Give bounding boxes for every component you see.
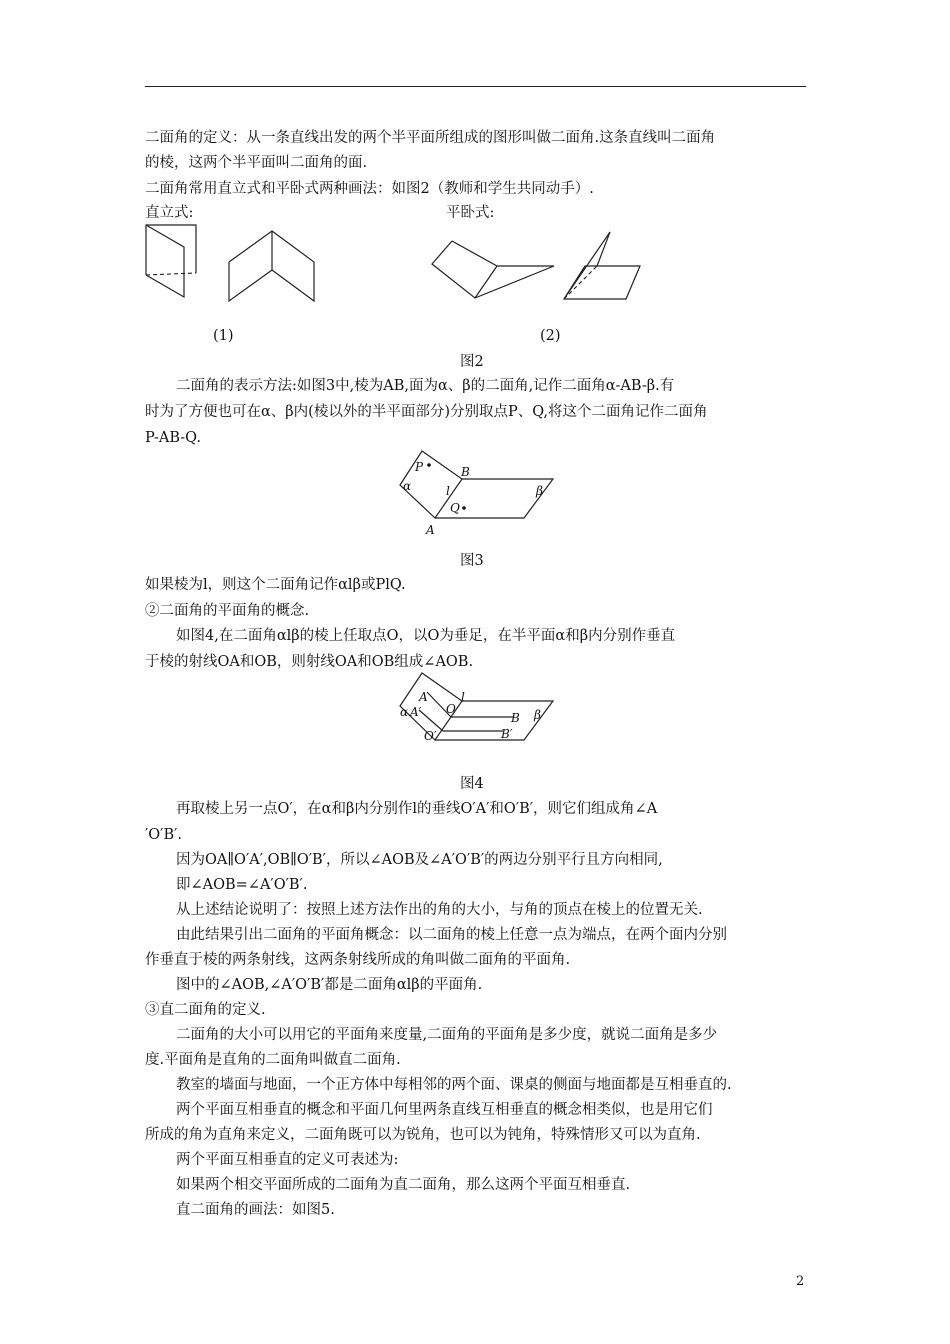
fig2-flat-a-edge	[452, 241, 497, 266]
figure-2-drawing	[130, 215, 570, 310]
fig2-sub1: (1)	[213, 328, 234, 344]
fig4-label-Bprime: B′	[501, 727, 513, 741]
fig4-label-alpha: α	[400, 705, 409, 719]
text-line: 二面角的大小可以用它的平面角来度量,二面角的平面角是多少度，就说二面角是多少	[176, 1027, 718, 1043]
header-rule	[145, 86, 806, 87]
fig3-label-Q: Q	[450, 501, 460, 515]
text-line: 二面角的表示方法:如图3中,棱为AB,面为α、β的二面角,记作二面角α-AB-β.有	[176, 378, 675, 394]
fig4-label-l: l	[461, 690, 465, 704]
fig2-caption: 图2	[460, 354, 484, 370]
figure-3-drawing	[395, 448, 555, 548]
fig2-flat-b	[564, 232, 640, 299]
fig4-label-Oprime: O′	[424, 729, 437, 743]
fig2-upright-front	[146, 225, 184, 297]
fig4-label-O: O	[446, 702, 456, 716]
fig4-caption: 图4	[460, 776, 484, 792]
fig2-label-upright: 直立式:	[145, 205, 194, 221]
page-number: 2	[796, 1274, 805, 1289]
text-line: ②二面角的平面角的概念.	[145, 603, 310, 619]
fig3-caption: 图3	[460, 553, 484, 569]
fig2-upright-back	[146, 225, 196, 275]
text-line: 于棱的射线OA和OB，则射线OA和OB组成∠AOB.	[145, 654, 474, 670]
fig3-point-P	[427, 463, 431, 467]
text-line: 直二面角的画法：如图5.	[176, 1202, 335, 1218]
text-line: 再取棱上另一点O′，在α和β内分别作l的垂线O′A′和O′B′，则它们组成角∠A	[176, 801, 658, 817]
text-line: 教室的墙面与地面，一个正方体中每相邻的两个面、课桌的侧面与地面都是互相垂直的.	[176, 1077, 732, 1093]
fig4-label-A: A	[419, 690, 428, 704]
text-line: 作垂直于棱的两条射线，这两条射线所成的角叫做二面角的平面角.	[145, 952, 571, 968]
fig3-label-P: P	[415, 460, 424, 474]
fig3-label-A: A	[426, 523, 435, 537]
text-line: 两个平面互相垂直的概念和平面几何里两条直线互相垂直的概念相类似，也是用它们	[176, 1102, 713, 1118]
text-line: 二面角的定义：从一条直线出发的两个半平面所组成的图形叫做二面角.这条直线叫二面角	[145, 130, 716, 146]
fig3-label-B: B	[461, 465, 470, 479]
text-line: 所成的角为直角来定义，二面角既可以为锐角，也可以为钝角，特殊情形又可以为直角.	[145, 1127, 701, 1143]
fig3-point-Q	[462, 506, 466, 510]
fig3-label-l: l	[446, 484, 450, 498]
text-line: 如果两个相交平面所成的二面角为直二面角，那么这两个平面互相垂直.	[176, 1177, 631, 1193]
text-line: ③直二面角的定义.	[145, 1002, 266, 1018]
text-line: 图中的∠AOB,∠A′O′B′都是二面角αlβ的平面角.	[176, 977, 483, 993]
text-line: P-AB-Q.	[145, 430, 201, 446]
text-line: 从上述结论说明了：按照上述方法作出的角的大小，与角的顶点在棱上的位置无关.	[176, 902, 703, 918]
text-line: 的棱，这两个半平面叫二面角的面.	[145, 155, 368, 171]
fig2-label-flat: 平卧式:	[446, 205, 495, 221]
text-line: 因为OA∥O′A′,OB∥O′B′，所以∠AOB及∠A′O′B′的两边分别平行且方向相同,	[176, 852, 663, 868]
text-line: 二面角常用直立式和平卧式两种画法：如图2（教师和学生共同动手）.	[145, 181, 594, 197]
fig2-flat-a	[432, 241, 554, 298]
text-line: 即∠AOB=∠A′O′B′.	[176, 877, 308, 893]
fig2-upright-hidden-edge	[146, 273, 196, 275]
fig3-label-beta: β	[536, 484, 543, 498]
text-line: ′O′B′.	[145, 827, 183, 843]
fig3-label-alpha: α	[403, 479, 412, 493]
text-line: 如图4,在二面角αlβ的棱上任取点O，以O为垂足，在半平面α和β内分别作垂直	[176, 628, 676, 644]
fig4-label-B: B	[511, 711, 520, 725]
text-line: 如果棱为l，则这个二面角记作αlβ或PlQ.	[145, 577, 406, 593]
fig4-label-beta: β	[534, 708, 541, 722]
figure-4-drawing	[395, 670, 555, 750]
fig4-label-Aprime: A′	[410, 705, 422, 719]
text-line: 时为了方便也可在α、β内(棱以外的半平面部分)分别取点P、Q,将这个二面角记作二面角	[145, 404, 708, 420]
text-line: 两个平面互相垂直的定义可表述为:	[176, 1152, 399, 1168]
text-line: 由此结果引出二面角的平面角概念：以二面角的棱上任意一点为端点，在两个面内分别	[176, 927, 727, 943]
fig2-sub2: (2)	[540, 328, 561, 344]
fig2-flat-b-hidden	[564, 266, 597, 299]
text-line: 度.平面角是直角的二面角叫做直二面角.	[145, 1052, 401, 1068]
